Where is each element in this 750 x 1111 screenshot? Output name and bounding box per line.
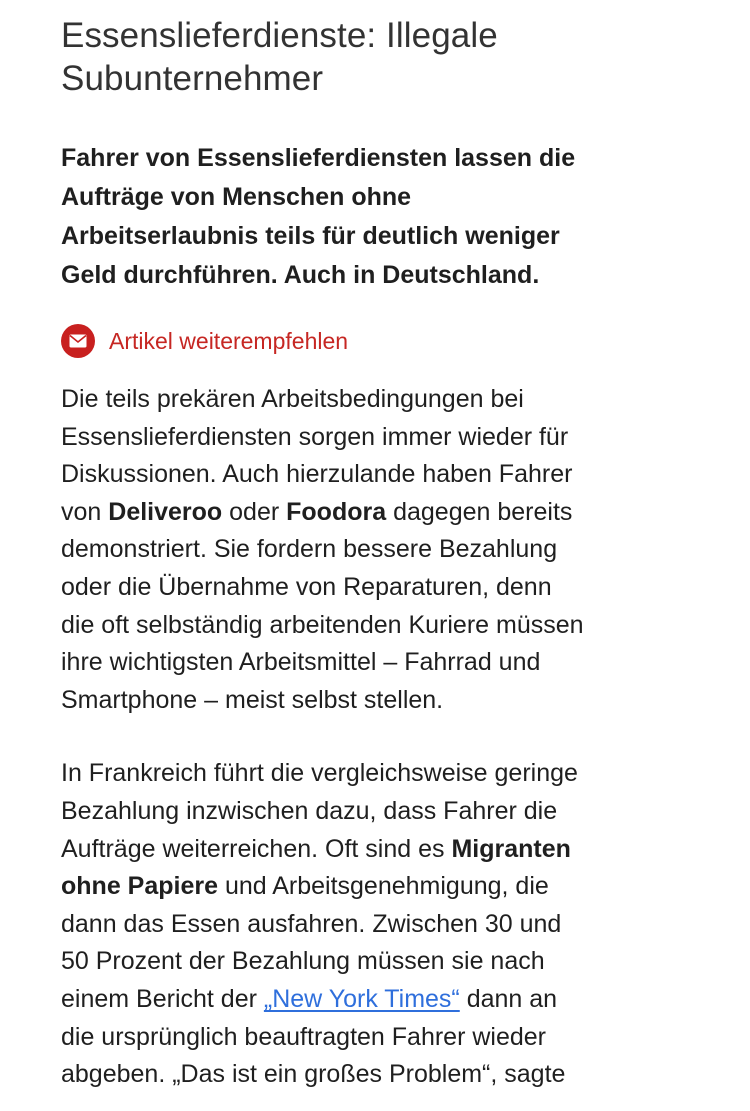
- text-line: ihre wichtigsten Arbeitsmittel – Fahrrad und: [61, 648, 541, 677]
- text-line: Diskussionen. Auch hierzulande haben Fahrer: [61, 460, 573, 489]
- text-line: 50 Prozent der Bezahlung müssen sie nach: [61, 947, 545, 976]
- text-line: von: [61, 497, 109, 526]
- text-line: Smartphone – meist selbst stellen.: [61, 685, 444, 714]
- headline-line: Essenslieferdienste: Illegale: [61, 16, 498, 55]
- text-line: abgeben. „Das ist ein großes Problem“, sagte: [61, 1060, 566, 1089]
- text-line: die oft selbständig arbeitenden Kuriere müssen: [61, 610, 584, 639]
- text-line: dagegen bereits: [386, 497, 573, 526]
- text-line: oder: [222, 497, 287, 526]
- bold-term-foodora: Foodora: [286, 497, 387, 526]
- text-line: dann das Essen ausfahren. Zwischen 30 und: [61, 909, 562, 938]
- text-line: einem Bericht der: [61, 984, 264, 1013]
- headline: [61, 14, 711, 100]
- headline-line: Subunternehmer: [61, 59, 324, 98]
- link-new-york-times[interactable]: „New York Times“: [263, 984, 460, 1013]
- bold-term-migranten: Migranten: [451, 834, 571, 863]
- lead-line: Geld durchführen. Auch in Deutschland.: [61, 261, 540, 289]
- bold-term-deliveroo: Deliveroo: [108, 497, 223, 526]
- share-article-button[interactable]: [61, 321, 711, 361]
- body-paragraph-1: [61, 381, 711, 719]
- text-line: Bezahlung inzwischen dazu, dass Fahrer die: [61, 796, 558, 825]
- share-article-label[interactable]: Artikel weiterempfehlen: [109, 328, 349, 354]
- text-line: Aufträge weiterreichen. Oft sind es: [61, 834, 452, 863]
- lead-line: Fahrer von Essenslieferdiensten lassen die: [61, 144, 576, 172]
- text-line: die ursprünglich beauftragten Fahrer wieder: [61, 1022, 546, 1051]
- text-line: dann an: [459, 984, 558, 1013]
- mail-icon-glyph: [69, 334, 87, 348]
- lead-line: Aufträge von Menschen ohne: [61, 183, 412, 211]
- lead-line: Arbeitserlaubnis teils für deutlich weniger: [61, 222, 560, 250]
- lead-paragraph: [61, 139, 711, 295]
- text-line: Die teils prekären Arbeitsbedingungen bei: [61, 385, 524, 413]
- mail-icon[interactable]: [61, 324, 95, 358]
- text-line: In Frankreich führt die vergleichsweise geringe: [61, 759, 578, 788]
- text-line: oder die Übernahme von Reparaturen, denn: [61, 572, 552, 601]
- text-line: Essenslieferdiensten sorgen immer wieder für: [61, 422, 569, 451]
- article: [61, 14, 711, 1094]
- bold-term-ohne-papiere: ohne Papiere: [61, 872, 218, 901]
- body-paragraph-2: [61, 755, 711, 1093]
- text-line: demonstriert. Sie fordern bessere Bezahlung: [61, 535, 558, 564]
- text-line: und Arbeitsgenehmigung, die: [218, 872, 549, 901]
